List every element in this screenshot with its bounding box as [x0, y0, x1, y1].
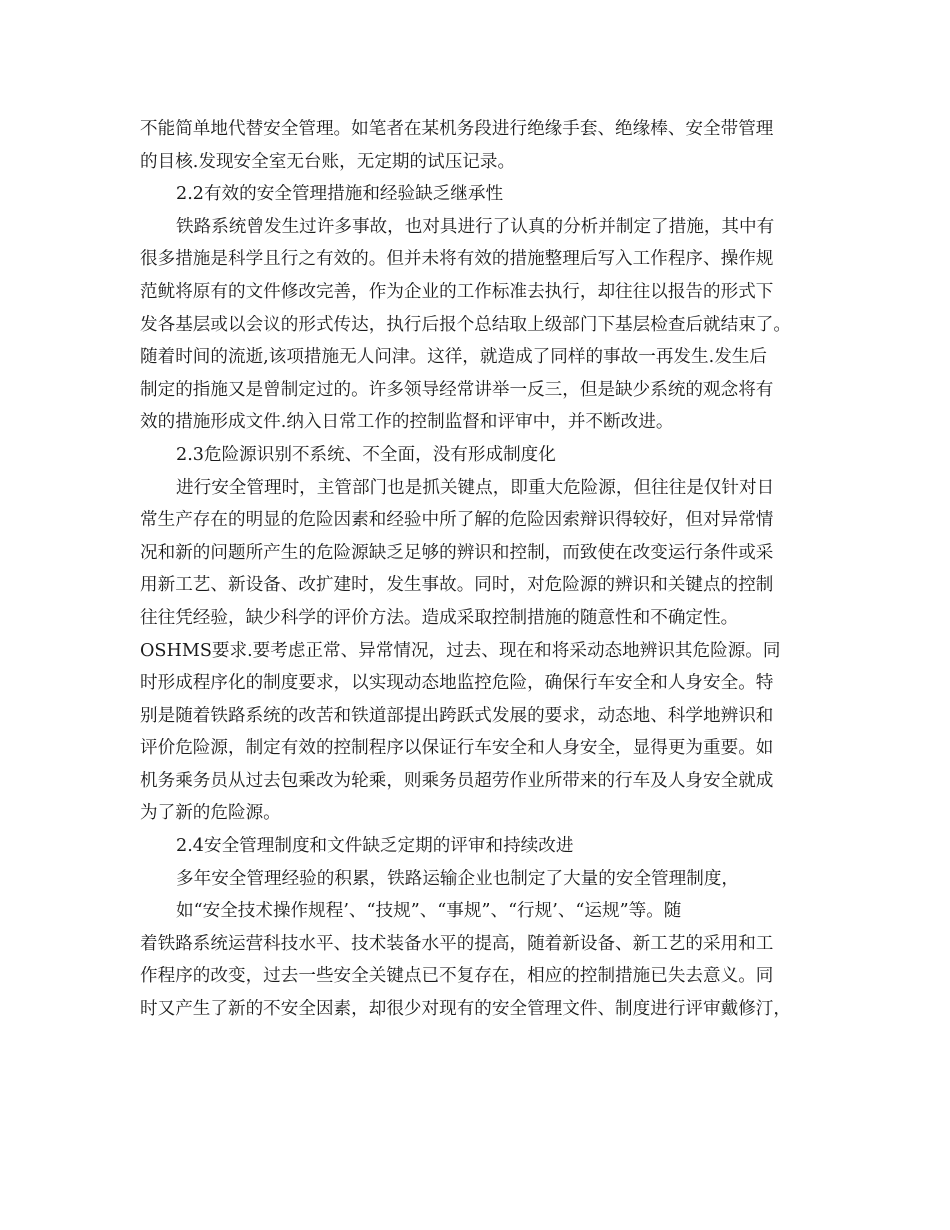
document-body [140, 113, 820, 1026]
text-line: 的目核.发现安全室无台账，无定期的试压记录。 [140, 151, 516, 172]
paragraph-start: 进行安全管理时，主管部门也是抓关键点，即重大危险源，但往往是仅针对日 [176, 477, 775, 498]
text-line: 作程序的改变，过去一些安全关键点已不复存在，相应的控制措施已失去意义。同 [140, 966, 774, 987]
text-line: 评价危险源，制定有效的控制程序以保证行车安全和人身安全，显得更为重要。如 [140, 738, 774, 759]
text-line: 不能简单地代替安全管理。如笔者在某机务段进行绝缘手套、绝缘棒、安全带管理 [140, 119, 774, 139]
text-line: 机务乘务员从过去包乘改为轮乘，则乘务员超劳作业所带来的行车及人身安全就成 [140, 770, 774, 791]
text-line: 为了新的危险源。 [140, 803, 281, 824]
paragraph-start: 铁路系统曾发生过许多事故，也对具进行了认真的分析并制定了措施，其中有 [176, 216, 775, 237]
text-line: 时又产生了新的不安全因素，却很少对现有的安全管理文件、制度进行评审戴修汀， [140, 999, 791, 1020]
text-line: 别是随着铁路系统的改苦和铁道部提出跨跃式发展的要求，动态地、科学地辨识和 [140, 705, 774, 726]
text-line: OSHMS要求.要考虑正常、异常情况，过去、现在和将采动态地辨识其危险源。同 [140, 640, 781, 661]
text-line: 随着时间的流逝,该项措施无人问津。这徉，就造成了同样的事故一再发生.发生后 [140, 347, 767, 368]
text-line: 时形成程序化的制度要求，以实现动态地监控危险，确保行车安全和人身安全。特 [140, 673, 774, 694]
section-heading-2-3: 2.3危险源识别不系统、不全面，没有形成制度化 [176, 444, 556, 465]
text-line: 用新工艺、新设备、改扩建时，发生事故。同时，对危险源的辨识和关键点的控制 [140, 575, 774, 596]
text-line: 往往凭经验，缺少科学的评价方法。造成采取控制措施的随意性和不确定性。 [140, 607, 739, 628]
text-line: 范鱿将原有的文件修改完善，作为企业的工作标准去执行，却往往以报告的形式下 [140, 281, 774, 302]
paragraph-start: 多年安全管理经验的积累，铁路运输企业也制定了大量的安全管理制度， [176, 868, 740, 889]
text-line: 常生产存在的明显的危险因素和经验中所了解的危险因索辩识得较好，但对异常情 [140, 510, 774, 531]
text-line: 很多措施是科学且行之有效的。但并未将有效的措施整理后写入工作程序、操作规 [140, 249, 774, 270]
section-heading-2-2: 2.2有效的安全管理措施和经验缺乏继承性 [176, 184, 504, 205]
text-line: 制定的指施又是曾制定过的。许多领导经常讲举一反三，但是缺少系统的观念将有 [140, 379, 774, 400]
paragraph-start: 如“安全技术操作规程’、“技规”、“事规”、“行规’、“运规”等。随 [176, 901, 682, 922]
text-line: 效的措施形成文件.纳入日常工作的控制监督和评审中，并不断改进。 [140, 412, 674, 433]
text-line: 况和新的问题所产生的危险源缺乏足够的辨识和控制，而致使在改变运行条件或采 [140, 542, 774, 563]
text-line: 着铁路系统运营科技水平、技术装备水平的提高，随着新设备、新工艺的采用和工 [140, 933, 774, 954]
section-heading-2-4: 2.4安全管理制度和文件缺乏定期的评审和持续改进 [176, 836, 574, 857]
text-line: 发各基层或以会议的形式传达，执行后报个总结取上级部门下基层检查后就结束了。 [140, 314, 791, 335]
